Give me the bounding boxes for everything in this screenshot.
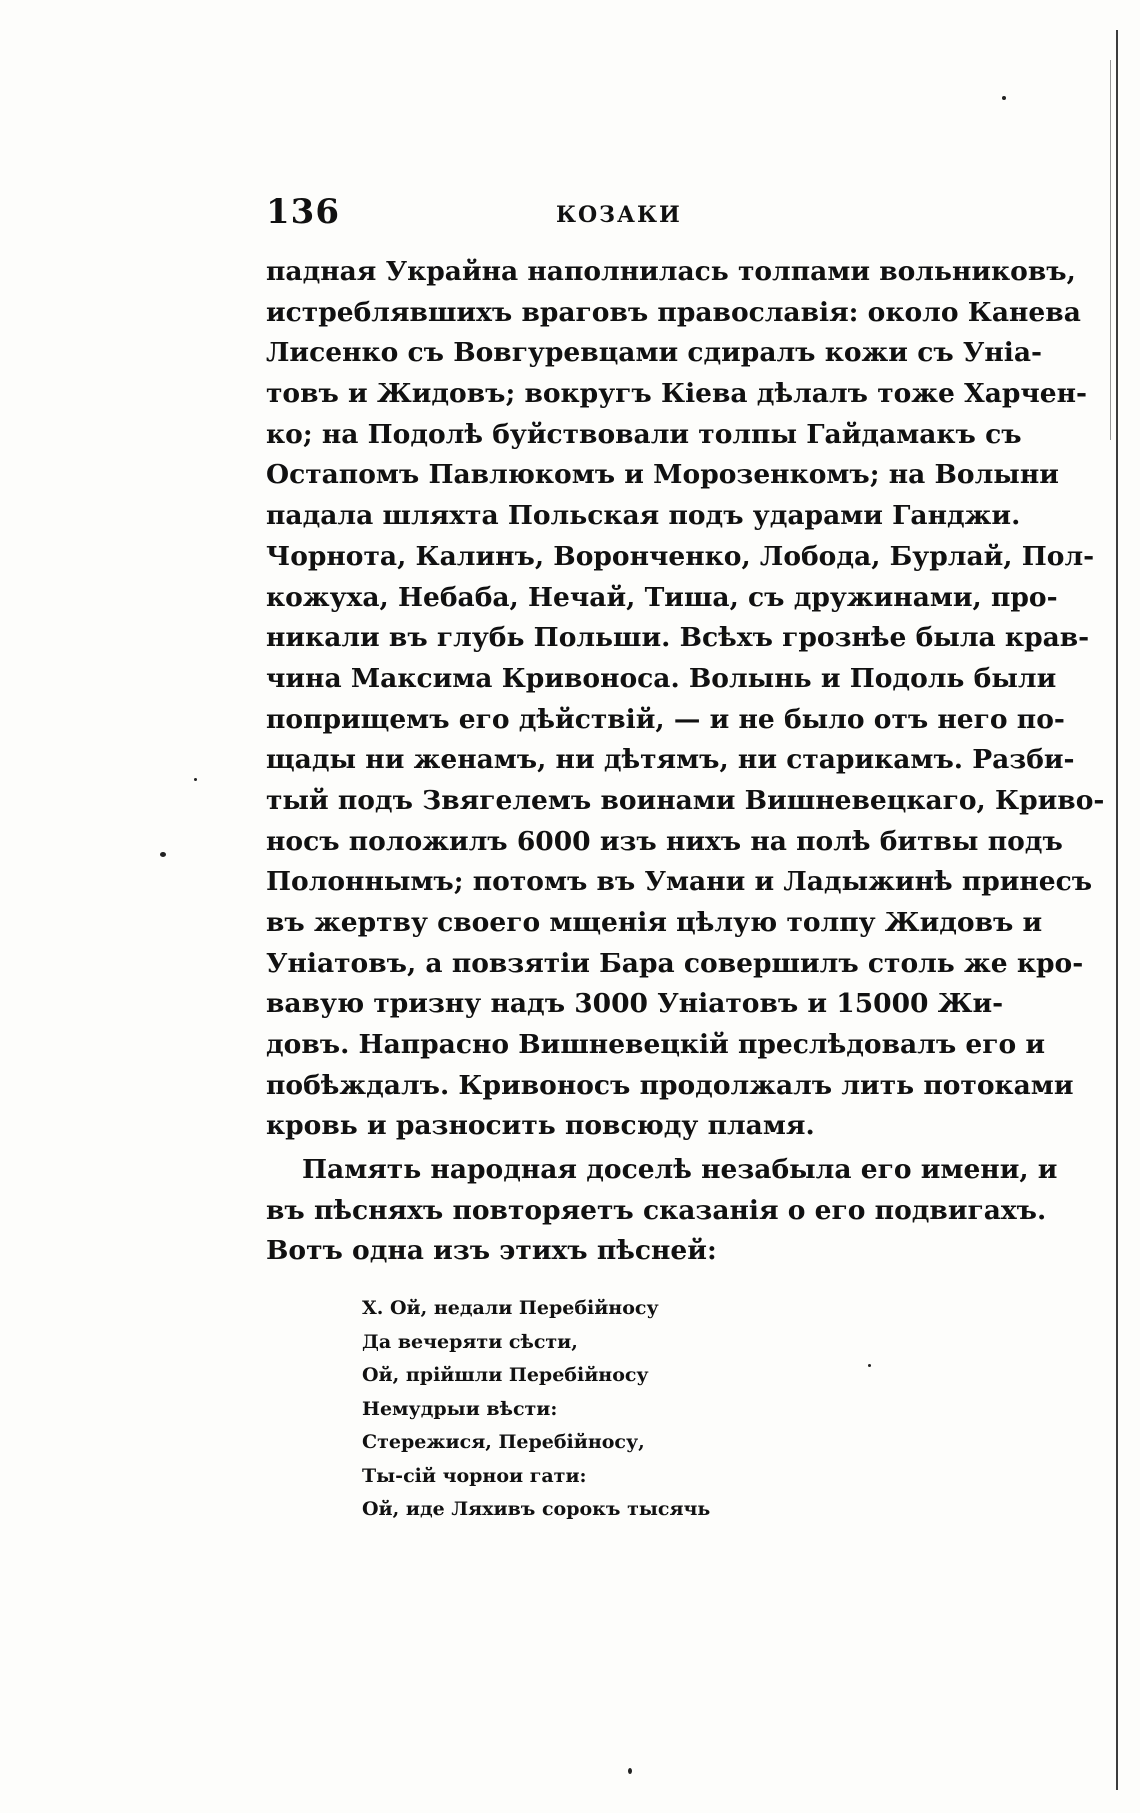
text-line: истреблявшихъ враговъ православія: около Канева	[266, 296, 1081, 328]
text-line: Лисенко съ Вовгуревцами сдиралъ кожи съ Уніа-	[266, 337, 1043, 369]
ink-speck	[868, 1364, 871, 1367]
verse-line: Да вечеряти сѣсти,	[362, 1330, 578, 1353]
ink-speck	[628, 1768, 632, 1774]
text-line: поприщемъ его дѣйствій, — и не было отъ него по-	[266, 703, 1065, 735]
verse-line: Стережися, Перебійносу,	[362, 1431, 645, 1453]
ink-speck	[1002, 96, 1006, 100]
running-title: КОЗАКИ	[556, 202, 682, 228]
page-edge-line-secondary	[1110, 60, 1111, 440]
text-line: Полоннымъ; потомъ въ Умани и Ладыжинѣ принесъ	[266, 866, 1093, 898]
verse-line: Ты-сій чорнои гати:	[362, 1464, 587, 1487]
ink-speck	[194, 778, 197, 781]
page-number: 136	[266, 192, 340, 232]
text-line: Вотъ одна изъ этихъ пѣсней:	[266, 1235, 717, 1267]
verse-line: Ой, иде Ляхивъ сорокъ тысячь	[362, 1498, 711, 1520]
text-line: Память народная доселѣ незабыла его имени, и	[302, 1154, 1058, 1185]
text-line: въ жертву своего мщенія цѣлую толпу Жидовъ и	[266, 907, 1043, 938]
text-line: чина Максима Кривоноса. Волынь и Подоль были	[266, 662, 1057, 694]
text-line: Остапомъ Павлюкомъ и Морозенкомъ; на Волыни	[266, 459, 1059, 491]
text-line: носъ положилъ 6000 изъ нихъ на полѣ битвы подъ	[266, 825, 1063, 857]
text-line: въ пѣсняхъ повторяетъ сказанія о его подвигахъ.	[266, 1194, 1047, 1226]
text-line: кожуха, Небаба, Нечай, Тиша, съ дружинами, про-	[266, 581, 1058, 613]
text-line: ко; на Подолѣ буйствовали толпы Гайдамакъ съ	[266, 418, 1022, 450]
text-line: тый подъ Звягелемъ воинами Вишневецкаго, Криво-	[266, 784, 1105, 816]
verse-line: Немудрыи вѣсти:	[362, 1397, 558, 1420]
text-line: довъ. Напрасно Вишневецкій преслѣдовалъ его и	[266, 1029, 1046, 1061]
text-line: кровь и разносить повсюду пламя.	[266, 1110, 815, 1142]
text-line: Чорнота, Калинъ, Ворончeнко, Лобода, Бурлай, Пол-	[266, 540, 1095, 572]
text-line: Уніатовъ, а повзятіи Бара совершилъ столь же кро-	[266, 947, 1084, 979]
text-line: щады ни женамъ, ни дѣтямъ, ни старикамъ. Разби-	[266, 744, 1075, 776]
text-line: побѣждалъ. Кривоносъ продолжалъ лить потоками	[266, 1069, 1074, 1101]
text-line: падная Украйна наполнилась толпами вольниковъ,	[266, 256, 1076, 287]
main-paragraph	[266, 252, 1105, 1147]
text-line: вавую тризну надъ 3000 Уніатовъ и 15000 Жи-	[266, 988, 1004, 1020]
second-paragraph	[266, 1150, 1058, 1272]
ink-speck	[160, 852, 166, 857]
song-verse	[362, 1292, 782, 1527]
text-line: никали въ глубь Польши. Всѣхъ грознѣе была крав-	[266, 622, 1090, 654]
verse-line: Ой, прійшли Перебійносу	[362, 1364, 649, 1386]
text-line: товъ и Жидовъ; вокругъ Кіева дѣлалъ тоже Харчен-	[266, 378, 1088, 410]
page-header	[266, 192, 996, 242]
text-line: падала шляхта Польская подъ ударами Ганджи.	[266, 500, 1021, 532]
verse-line: X. Ой, недали Перебійносу	[362, 1297, 659, 1319]
page-edge-line	[1116, 30, 1118, 1790]
